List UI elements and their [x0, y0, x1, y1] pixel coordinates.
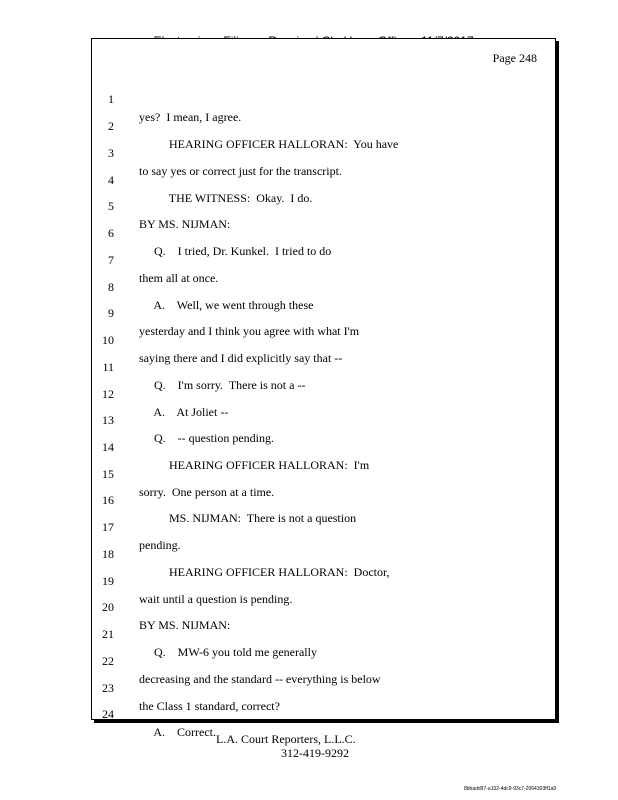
line-number: 6	[108, 226, 114, 240]
line-number: 14	[102, 440, 114, 454]
line-text: saying there and I did explicitly say that --	[139, 351, 343, 365]
line-text: pending.	[139, 538, 181, 552]
transcript-line-14	[92, 420, 542, 472]
transcript-line-3	[92, 126, 542, 178]
line-number: 7	[108, 253, 114, 267]
transcript-line-15	[92, 447, 542, 499]
line-text: BY MS. NIJMAN:	[139, 217, 231, 231]
line-number: 18	[102, 547, 114, 561]
line-text: THE WITNESS: Okay. I do.	[139, 191, 313, 205]
line-text: Q. I tried, Dr. Kunkel. I tried to do	[139, 244, 332, 258]
transcript-line-2	[92, 99, 542, 151]
line-number: 22	[102, 654, 114, 668]
line-text: HEARING OFFICER HALLORAN: I'm	[139, 458, 370, 472]
line-text: HEARING OFFICER HALLORAN: You have	[139, 137, 399, 151]
line-number: 20	[102, 600, 114, 614]
line-text: yesterday and I think you agree with what I'm	[139, 324, 360, 338]
transcript-line-22	[92, 634, 542, 686]
document-id: 8bbadd97-a102-4dc9-93c7-2064303ff1a9	[464, 786, 557, 792]
transcript-line-1	[92, 72, 542, 124]
transcript-line-19	[92, 554, 542, 606]
transcript-line-8	[92, 260, 542, 312]
line-text: them all at once.	[139, 271, 219, 285]
line-text: Q. -- question pending.	[139, 431, 274, 445]
line-text: Q. MW-6 you told me generally	[139, 645, 317, 659]
line-text: A. Correct.	[139, 725, 216, 739]
line-number: 2	[108, 119, 114, 133]
line-number: 13	[102, 413, 114, 427]
line-number: 1	[108, 92, 114, 106]
transcript-line-12	[92, 367, 542, 419]
line-number: 23	[102, 681, 114, 695]
line-number: 17	[102, 520, 114, 534]
line-text: A. At Joliet --	[139, 405, 229, 419]
transcript-line-6	[92, 206, 542, 258]
line-text: wait until a question is pending.	[139, 592, 293, 606]
line-text: the Class 1 standard, correct?	[139, 699, 280, 713]
line-text: BY MS. NIJMAN:	[139, 618, 231, 632]
transcript-line-21	[92, 607, 542, 659]
reporter-firm-name: L.A. Court Reporters, L.L.C.	[216, 732, 356, 746]
transcript-line-18	[92, 527, 542, 579]
line-number: 4	[108, 173, 114, 187]
line-number: 10	[102, 333, 114, 347]
transcript-line-7	[92, 233, 542, 285]
line-text: yes? I mean, I agree.	[139, 110, 242, 124]
line-number: 8	[108, 280, 114, 294]
line-number: 21	[102, 627, 114, 641]
line-number: 24	[102, 707, 114, 721]
line-number: 9	[108, 306, 114, 320]
line-number: 5	[108, 199, 114, 213]
transcript-line-11	[92, 340, 542, 392]
line-text: A. Well, we went through these	[139, 298, 314, 312]
reporter-phone: 312-419-9292	[281, 746, 349, 760]
line-number: 15	[102, 467, 114, 481]
transcript-line-10	[92, 313, 542, 365]
transcript-line-4	[92, 153, 542, 205]
line-text: MS. NIJMAN: There is not a question	[139, 511, 357, 525]
line-number: 11	[102, 360, 114, 374]
line-text: to say yes or correct just for the transcript.	[139, 164, 342, 178]
line-number: 3	[108, 146, 114, 160]
line-text: Q. I'm sorry. There is not a --	[139, 378, 306, 392]
transcript-line-17	[92, 500, 542, 552]
line-number: 12	[102, 387, 114, 401]
line-text: HEARING OFFICER HALLORAN: Doctor,	[139, 565, 390, 579]
transcript-line-23	[92, 661, 542, 713]
line-text: decreasing and the standard -- everything is below	[139, 672, 381, 686]
line-text: sorry. One person at a time.	[139, 485, 275, 499]
line-number: 19	[102, 574, 114, 588]
page-number: Page 248	[492, 51, 537, 65]
line-number: 16	[102, 493, 114, 507]
